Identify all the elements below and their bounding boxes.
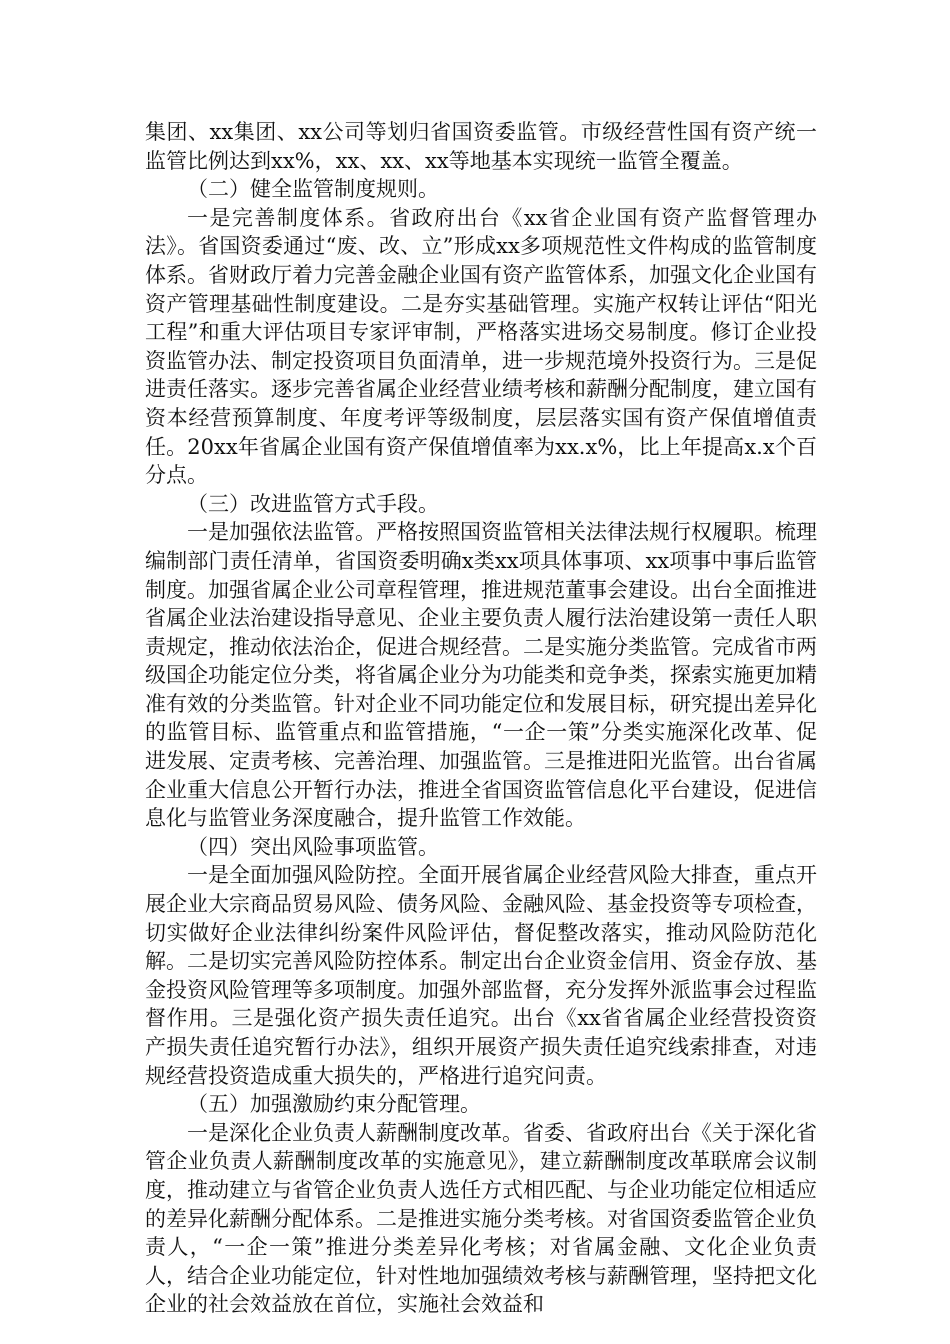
section-heading-3: （三）改进监管方式手段。 xyxy=(187,491,439,516)
body-paragraph-2: 一是完善制度体系。省政府出台《xx省企业国有资产监督管理办法》。省国资委通过“废、改、立”形成xx多项规范性文件构成的监管制度体系。省财政厅着力完善金融企业国有资产监管体系，加强文化企业国有资产管理基础性制度建设。二是夯实基础管理。实施产权转让评估“阳光工程”和重大评估项目专家评审制，严格落实进场交易制度。修订企业投资监管办法、制定投资项目负面清单，进一步规范境外投资行为。三是促进责任落实。逐步完善省属企业经营业绩考核和薪酬分配制度，建立国有资本经营预算制度、年度考评等级制度，层层落实国有资产保值增值责任。20xx年省属企业国有资产保值增值率为xx.x%，比上年提高x.x个百分点。 xyxy=(145,205,817,488)
document-body xyxy=(145,118,817,1319)
body-paragraph-4: 一是全面加强风险防控。全面开展省属企业经营风险大排查，重点开展企业大宗商品贸易风险、债务风险、金融风险、基金投资等专项检查，切实做好企业法律纠纷案件风险评估，督促整改落实，推动风险防范化解。二是切实完善风险防控体系。制定出台企业资金信用、资金存放、基金投资风险管理等多项制度。加强外部监督，充分发挥外派监事会过程监督作用。三是强化资产损失责任追究。出台《xx省省属企业经营投资资产损失责任追究暂行办法》，组织开展资产损失责任追究线索排查，对违规经营投资造成重大损失的，严格进行追究问责。 xyxy=(145,863,817,1088)
section-heading-5: （五）加强激励约束分配管理。 xyxy=(187,1092,481,1117)
body-paragraph-5: 一是深化企业负责人薪酬制度改革。省委、省政府出台《关于深化省管企业负责人薪酬制度改革的实施意见》，建立薪酬制度改革联席会议制度，推动建立与省管企业负责人选任方式相匹配、与企业功能定位相适应的差异化薪酬分配体系。二是推进实施分类考核。对省国资委监管企业负责人，“一企一策”推进分类差异化考核；对省属金融、文化企业负责人，结合企业功能定位，针对性地加强绩效考核与薪酬管理，坚持把文化企业的社会效益放在首位，实施社会效益和 xyxy=(145,1120,817,1317)
section-heading-4: （四）突出风险事项监管。 xyxy=(187,834,439,859)
body-paragraph-1: 集团、xx集团、xx公司等划归省国资委监管。市级经营性国有资产统一监管比例达到xx%，xx、xx、xx等地基本实现统一监管全覆盖。 xyxy=(145,120,817,173)
section-heading-2: （二）健全监管制度规则。 xyxy=(187,177,439,202)
body-paragraph-3: 一是加强依法监管。严格按照国资监管相关法律法规行权履职。梳理编制部门责任清单，省国资委明确x类xx项具体事项、xx项事中事后监管制度。加强省属企业公司章程管理，推进规范董事会建设。出台全面推进省属企业法治建设指导意见、企业主要负责人履行法治建设第一责任人职责规定，推动依法治企，促进合规经营。二是实施分类监管。完成省市两级国企功能定位分类，将省属企业分为功能类和竞争类，探索实施更加精准有效的分类监管。针对企业不同功能定位和发展目标，研究提出差异化的监管目标、监管重点和监管措施，“一企一策”分类实施深化改革、促进发展、定责考核、完善治理、加强监管。三是推进阳光监管。出台省属企业重大信息公开暂行办法，推进全省国资监管信息化平台建设，促进信息化与监管业务深度融合，提升监管工作效能。 xyxy=(145,520,817,831)
